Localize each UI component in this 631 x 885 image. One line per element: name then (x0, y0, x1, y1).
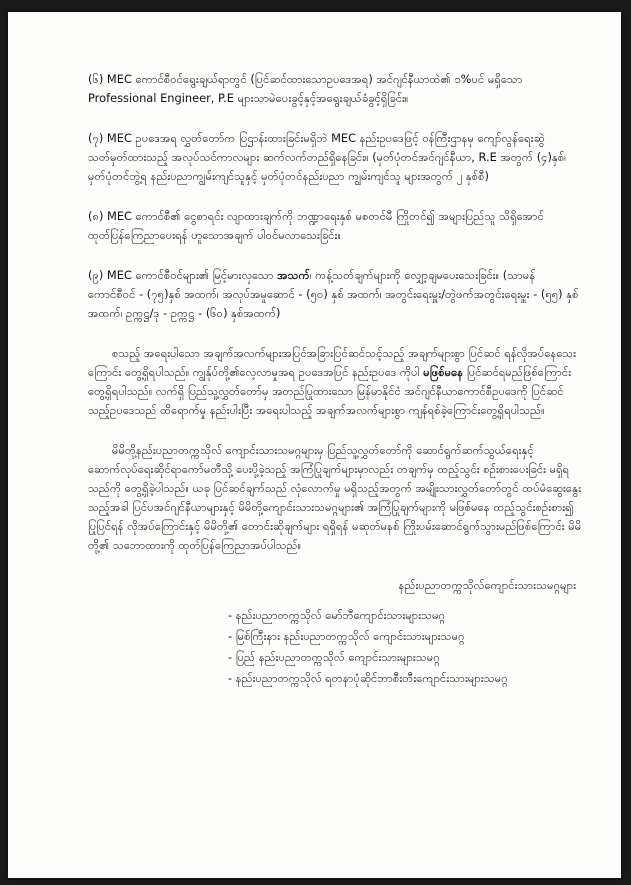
member-union: - မြစ်ကြီးနား နည်းပညာတက္ကသိုလ် ကျောင်းသားများသမဂ္ဂ (228, 629, 465, 643)
statement-paragraph: မိမိတို့နည်းပညာတက္ကသိုလ် ကျောင်းသားသမဂ္ဂများမှ ပြည်သူ့လွှတ်တော်ကို ဆောင်ရွက်ဆက်သွယ်ရေးနှင့်ဆောက်လုပ်ရေးဆိုင်ရာကော်မတီသို့ ပေးပို့ခဲ့သည့် အကြံပြုချက်များမှာလည်း တချက်မှ ထည့်သွင်း စဉ်းစားပေးခြင်း မရှိရသည်ကို တွေ့ရှိခဲ့ပါသည်။ ယခု ပြင်ဆင်ချက်သည် လုံလောက်မှု မရှိသည့်အတွက် အမျိုးသားလွှတ်တော်တွင် ထပ်မံဆွေးနွေးသည့်အခါ ပြင်ပအင်ဂျင်နီယာများနှင့် မိမိတို့ကျောင်းသားသမဂ္ဂများ၏ အကြံပြုချက်များကို မဖြစ်မနေ ထည့်သွင်းစဉ်းစား၍ ပြုပြင်ရန် လိုအပ်ကြောင်းနှင့် မိမိတို့၏ တောင်းဆိုချက်များ ရရှိရန် မဆုတ်မနစ် ကြိုးပမ်းဆောင်ရွက်သွားမည်ဖြစ်ကြောင်း မိမိတို့၏ သဘောထားကို ထုတ်ပြန်ကြေညာအပ်ပါသည်။ (88, 443, 582, 552)
point-9-text-a: (၉) MEC ကောင်စီဝင်များ၏ မြင့်မားလှသော (88, 268, 278, 282)
member-union: - ပြည် နည်းပညာတက္ကသိုလ် ကျောင်းသားများသမဂ္ဂ (228, 650, 440, 664)
document-body (88, 70, 582, 689)
document-page (8, 12, 621, 878)
summary-text-b: ပြင်ဆင်ရမည်ဖြစ်ကြောင်း တွေ့ရှိရပါသည်။ လက်ရှိ ပြည်သူ့လွှတ်တော်မှ အတည်ပြုထားသော မြန်မာနိုင်ငံ အင်ဂျင်နီယာကောင်စီဥပဒေကို ပြင်ဆင်သည့်ဥပဒေသည် ထိရောက်မှု နည်းပါးပြီး အရေးပါသည့် အချက်အလက်များစွာ ကျန်ရစ်ခဲ့ကြောင်းတွေ့ရှိရပါသည်။ (88, 365, 572, 417)
point-6: (၆) MEC ကောင်စီဝင်ရွေးချယ်ရာတွင် (ပြင်ဆင်ထားသောဥပဒေအရ) အင်ဂျင်နီယာထဲ၏ ၁%ပင် မရှိသော Professional Engineer, P.E များသာမဲပေးခွင့်နှင့်အရွေးချယ်ခံခွင့်ရှိခြင်း။ (88, 72, 523, 105)
point-7: (၇) MEC ဥပဒေအရ လွှတ်တော်က ပြဌာန်းထားခြင်းမရှိဘဲ MEC နည်းဥပဒေဖြင့် ဝန်ကြီးဌာနမှ ကျော်လွန်ရေးဆွဲ သတ်မှတ်ထားသည့် အလုပ်သင်ကာလများ ဆက်လက်တည်ရှိနေခြင်း။ (မှတ်ပုံတင်အင်ဂျင်နီယာ, R.E အတွက် (၄)နှစ်၊ မှတ်ပုံတင်ဘွဲ့ရ နည်းပညာကျွမ်းကျင်သူနှင့် မှတ်ပုံတင်နည်းပညာ ကျွမ်းကျင်သူ များအတွက် ၂ နှစ်စီ) (88, 131, 567, 183)
member-union: - နည်းပညာတက္ကသိုလ် မော်ဘီကျောင်းသားများသမဂ္ဂ (228, 608, 446, 622)
point-9-text-b: ၊ ကန့်သတ်ချက်များကို လျှော့ချမပေးသေးခြင်း။ (သာမန်ကောင်စီဝင် - (၇၅)နှစ် အထက်၊ အလုပ်အမှုဆောင် - (၅၀) နှစ် အထက်၊ အတွင်းရေးမှူး/တွဲဖက်အတွင်းရေးမှူး - (၅၅) နှစ်အထက်၊ ဥက္ကဋ္ဌ/ဒု - ဥက္ကဋ္ဌ - (၆၀) နှစ်အထက်) (88, 268, 579, 320)
summary-text-a: စသည့် အရေးပါသော အချက်အလက်များအပြင်အခြားပြင်ဆင်သင့်သည့် အချက်များစွာ ပြင်ဆင် ရန်လိုအပ်နေသေးကြောင်း တွေ့ရှိရပါသည်။ ကျွန်ုပ်တို့၏လေ့လာမှုအရ ဥပဒေအပြင် နည်းဥပဒေ ကိုပါ (88, 346, 577, 379)
member-union: - နည်းပညာတက္ကသိုလ် ရတနာပုံဆိုင်ဘာစီးတီးကျောင်းသားများသမဂ္ဂ (228, 671, 508, 685)
point-9-bold: အသက် (277, 268, 310, 282)
point-8: (၈) MEC ကောင်စီ၏ ငွေစာရင်း လျာထားချက်ကို ဘဏ္ဍာရေးနှစ် မစတင်မီ ကြိုတင်၍ အများပြည်သူ သိရှိအောင် ထုတ်ပြန်ကြေညာပေးရန် ဟူသောအချက် ပါဝင်မလာသေးခြင်း။ (88, 209, 544, 242)
member-unions-list (228, 605, 582, 689)
point-9 (88, 266, 582, 323)
signing-organization: နည်းပညာတက္ကသိုလ်ကျောင်းသားသမဂ္ဂများ (398, 578, 576, 592)
summary-bold: မဖြစ်မနေ (423, 365, 464, 379)
summary-paragraph (88, 344, 582, 420)
